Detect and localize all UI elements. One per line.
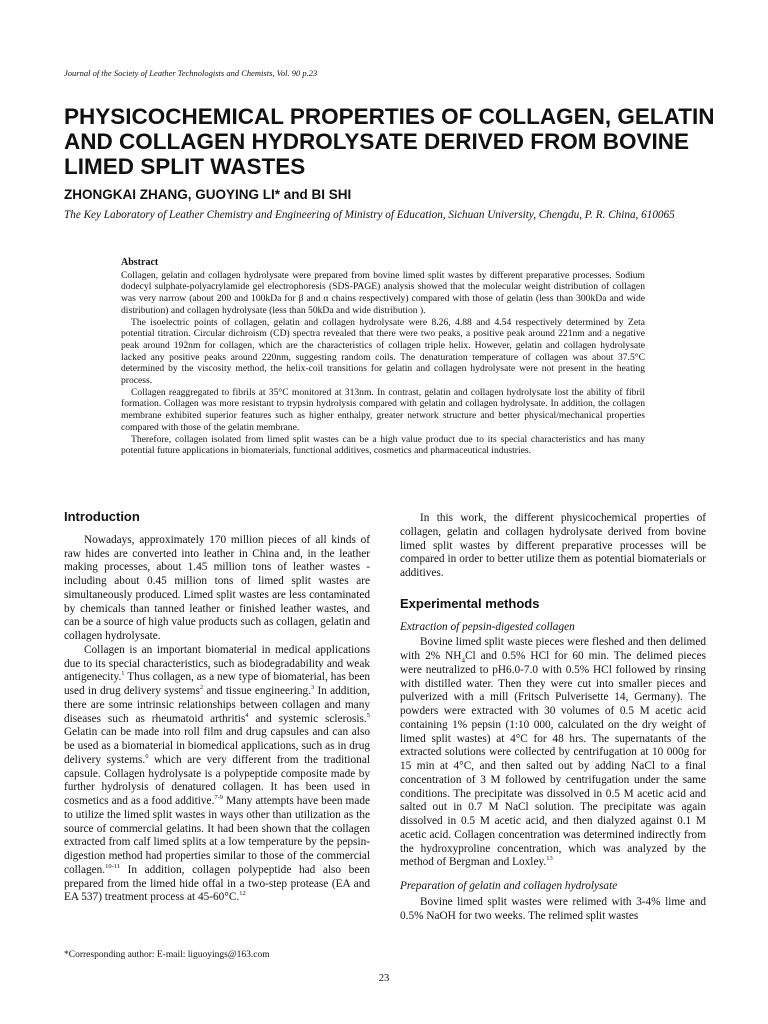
citation: 4 — [245, 711, 249, 719]
experimental-methods-heading: Experimental methods — [400, 595, 540, 611]
body-paragraph: In this work, the different physicochemical properties of collagen, gelatin and collagen hydrolysate derived from bovine limed split wastes by different preparative processes will be compared in order to better utilize them as potential biomaterials or additives. — [400, 512, 706, 579]
article-title: PHYSICOCHEMICAL PROPERTIES OF COLLAGEN, GELATIN AND COLLAGEN HYDROLYSATE DERIVED FROM BOVINE LIMED SPLIT WASTES — [64, 104, 715, 179]
footnote: *Corresponding author: E-mail: liguoyings@163.com — [64, 950, 270, 960]
citation: 7-9 — [214, 794, 224, 802]
abstract — [121, 257, 645, 457]
abstract-paragraph: Collagen, gelatin and collagen hydrolysate were prepared from bovine limed split wastes by different preparative processes. Sodium dodecyl sulphate-polyacrylamide gel electrophoresis (SDS-PAGE) analysis showed that the molecular weight distribution of collagen was very narrow (about 200 and 100kDa for β and α chains respectively) compared with those of gelatin (less than 300kDa and wide distribution) and collagen hydrolysate (less than 50kDa and wide distribution ). — [121, 269, 645, 316]
citation: 5 — [366, 711, 370, 719]
right-column — [400, 512, 706, 923]
abstract-paragraph: Therefore, collagen isolated from limed split wastes can be a high value product due to its special characteristics and has many potential future applications in biomaterials, functional additives, cosmetics and pharmaceutical industries. — [121, 433, 645, 457]
left-column — [64, 510, 370, 905]
citation: 1 — [121, 670, 125, 678]
body-paragraph: Bovine limed split waste pieces were fleshed and then delimed with 2% $NH_4Cl$ and 0.5% HCl for 60 min. The delimed pieces were neutralized to pH6.0-7.0 with 0.5% HCl followed by rinsing with distilled water. Then they were cut into smaller pieces and pulverized with a mill (Fritsch Pulverisette 14, Germany). The powders were extracted with 30 volumes of 0.5 M acetic acid containing 1% pepsin (1:10 000, calculated on the dry weight of limed split wastes) at 4°C for 48 hrs. The supernatants of the extracted solutions were collected by centrifugation at 10 000g for 15 min at 4°C, and then salted out by adding NaCl to a final concentration of 3 M followed by centrifugation under the same conditions. The precipitate was dissolved in 0.5 M acetic acid and salted out in 0.7 M NaCl solution. The precipitate was again dissolved in 0.5 M acetic acid, and then dialyzed against 0.1 M acetic acid. Collagen concentration was determined indirectly from the hydroxyproline concentration, which was analyzed by the method of Bergman and Loxley.$^{13}$ — [400, 636, 707, 869]
subscript: 4 — [461, 656, 465, 665]
page-number: 23 — [378, 973, 390, 984]
abstract-paragraph: Collagen reaggregated to fibrils at 35°C monitored at 313nm. In contrast, gelatin and collagen hydrolysate lost the ability of fibril formation. Collagen was more resistant to trypsin hydrolysis compared with gelatin and collagen hydrolysate. In addition, the collagen membrane exhibited superior features such as higher enthalpy, greater network structure and better physical/mechanical properties compared with those of the gelatin membrane. — [121, 386, 645, 433]
citation: 3 — [311, 684, 315, 692]
citation: 2 — [199, 684, 204, 692]
citation: 12 — [239, 890, 246, 898]
body-paragraph: Bovine limed split wastes were relimed with 3-4% lime and 0.5% NaOH for two weeks. The relimed split wastes — [400, 895, 706, 922]
abstract-heading: Abstract — [121, 257, 159, 268]
abstract-paragraph: The isoelectric points of collagen, gelatin and collagen hydrolysate were 8.26, 4.88 and 4.54 respectively determined by Zeta potential titration. Circular dichroism (CD) spectra revealed that there were two peaks, a positive peak around 221nm and a negative peak around 192nm for collagen, which are the characteristics of collagen triple helix. However, gelatin and collagen hydrolysate lacked any positive peaks around 220nm, suggesting random coils. The denaturation temperature of collagen was about 37.5°C determined by the viscosity method, the helix-coil transitions for gelatin and collagen hydrolysate were not present in the heating process. — [121, 316, 645, 387]
citation: 10-11 — [105, 862, 121, 870]
body-paragraph: Nowadays, approximately 170 million pieces of all kinds of raw hides are converted into leather in China and, in the leather making processes, about 1.45 million tons of leather wastes - including about 0.45 million tons of limed split wastes are simultaneously produced. Limed split wastes are less contaminated by chemicals than tanned leather or finished leather wastes, and can be a source of high value products such as collagen, gelatin and collagen hydrolysate. — [64, 533, 370, 642]
subsection-heading: Preparation of gelatin and collagen hydrolysate — [400, 880, 618, 892]
subsection-heading: Extraction of pepsin-digested collagen — [400, 620, 575, 633]
body-paragraph: Collagen is an important biomaterial in medical applications due to its special characteristics, such as biodegradability and weak antigenecity.$^1$ Thus collagen, as a new type of biomaterial, has been used in drug delivery systems$^2$ and tissue engineering.$^3$ In addition, there are some intrinsic relationships between collagen and many diseases such as rheumatoid arthritis$^4$ and systemic sclerosis.$^5$ Gelatin can be made into roll film and drug capsules and can also be used as a biomaterial in biomedical applications, such as in drug delivery systems.$^6$ which are very different from the traditional capsule. Collagen hydrolysate is a polypeptide composite made by further hydrolysis of denatured collagen. It has been used in cosmetics and as a food additive.$^{7-9}$ Many attempts have been made to utilize the limed split wastes in ways other than utilization as the source of commercial gelatins. It had been shown that the collagen extracted from calf limed splits at a low temperature by the pepsin-digestion method had properties similar to those of the commercial collagen.$^{10-11}$ In addition, collagen polypeptide had also been prepared from the limed hide offal in a two-step protease (EA and EA 537) treatment process at 45-60°C.$^{12}$ — [64, 643, 370, 904]
citation: 6 — [145, 752, 149, 760]
authors: ZHONGKAI ZHANG, GUOYING LI* and BI SHI — [64, 187, 352, 202]
journal-header: Journal of the Society of Leather Technologists and Chemists, Vol. 90 p.23 — [64, 68, 318, 78]
citation: 13 — [546, 855, 553, 863]
introduction-heading: Introduction — [64, 509, 140, 524]
affiliation: The Key Laboratory of Leather Chemistry and Engineering of Ministry of Education, Sichuan University, Chengdu, P. R. China, 610065 — [64, 209, 675, 221]
